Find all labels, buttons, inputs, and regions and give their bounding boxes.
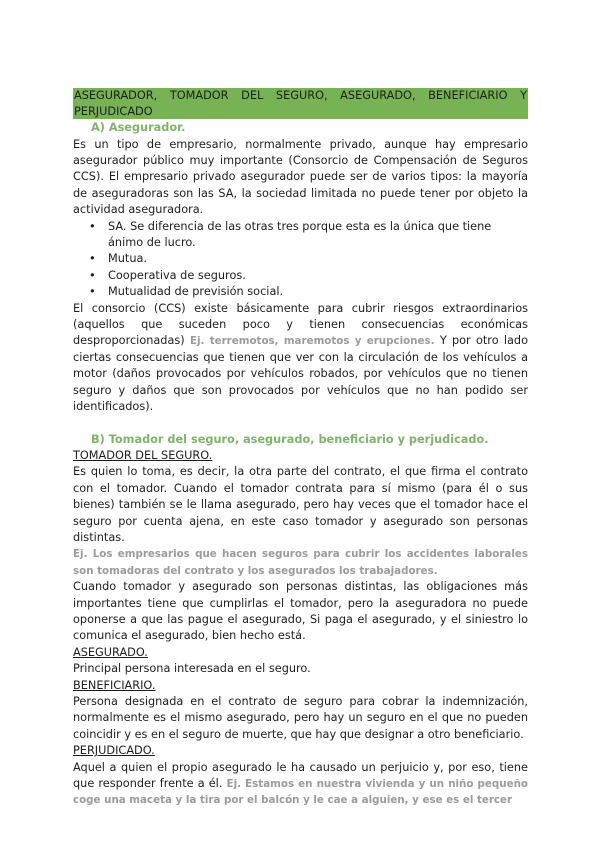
document-body [73, 88, 528, 809]
tomador-label: TOMADOR DEL SEGURO. [73, 448, 213, 462]
perjudicado-example: Ej. Estamos en nuestra vivienda y un niño pequeño coge una maceta y la tira por el balcón y le cae a alguien, y ese es el tercer [73, 778, 528, 807]
title-line-1: ASEGURADOR, TOMADOR DEL SEGURO, ASEGURADO, BENEFICIARIO Y [74, 89, 527, 102]
section-a-heading: A) Asegurador. [91, 121, 186, 135]
insurer-types-list [73, 219, 528, 301]
list-item: • Mutua. [73, 251, 528, 267]
beneficiario-text: Persona designada en el contrato de seguro para cobrar la indemnización, normalmente es el mismo asegurado, pero hay un seguro en el que no pueden coincidir y es en el seguro de muerte, que hay que designar a otro beneficiario. [73, 695, 528, 741]
perjudicado-paragraph [73, 760, 528, 809]
perjudicado-label: PERJUDICADO. [73, 744, 155, 758]
consorcio-text: El consorcio (CCS) existe básicamente para cubrir riesgos extraordinarios (aquellos que suceden poco y tienen consecuencias económicas desproporcionadas) [73, 301, 528, 348]
title-line-2: PERJUDICADO [74, 104, 153, 118]
asegurado-text: Principal persona interesada en el seguro. [73, 662, 311, 676]
consorcio-example: Ej. terremotos, maremotos y erupciones. [189, 335, 435, 348]
list-item: • SA. Se diferencia de las otras tres porque esta es la única que tiene ánimo de lucro. [73, 219, 528, 252]
tomador-text-2: Cuando tomador y asegurado son personas distintas, las obligaciones más importantes tiene que cumplirlas el tomador, pero la aseguradora no puede oponerse a que las pague el asegurado, Si paga el asegurado, y el siniestro lo comunica el asegurado, bien hecho está. [73, 580, 528, 643]
tomador-text: Es quien lo toma, es decir, la otra parte del contrato, el que firma el contrato con el tomador. Cuando el tomador contrata para sí mismo (para él o sus bienes) también se le llama asegurado, pero hay veces que el tomador hace el seguro por cuenta ajena, en este caso tomador y asegurado son personas distintas. [73, 465, 528, 544]
list-item: • Mutualidad de previsión social. [73, 284, 528, 300]
beneficiario-label: BENEFICIARIO. [73, 678, 156, 692]
tomador-example: Ej. Los empresarios que hacen seguros para cubrir los accidentes laborales son tomadoras del contrato y los asegurados los trabajadores. [73, 548, 528, 577]
section-b-heading: B) Tomador del seguro, asegurado, beneficiario y perjudicado. [91, 432, 489, 446]
document-title [73, 88, 528, 119]
consorcio-paragraph [73, 301, 528, 416]
list-item: • Cooperativa de seguros. [73, 268, 528, 284]
consorcio-rest: Y por otro lado ciertas consecuencias que tienen que ver con la circulación de los vehículos a motor (daños provocados por vehículos robados, por vehículos que no tienen seguro y daños que son provocados por vehículos que no han podido ser identificados). [73, 334, 529, 414]
section-a-intro: Es un tipo de empresario, normalmente privado, aunque hay empresario asegurador público muy importante (Consorcio de Compensación de Seguros CCS). El empresario privado asegurador puede ser de varios tipos: la mayoría de aseguradoras son las SA, la sociedad limitada no puede tener por objeto la actividad aseguradora. [73, 137, 528, 217]
asegurado-label: ASEGURADO. [73, 645, 148, 659]
perjudicado-text: Aquel a quien el propio asegurado le ha causado un perjuicio y, por eso, tiene que responder frente a él. [73, 760, 528, 791]
